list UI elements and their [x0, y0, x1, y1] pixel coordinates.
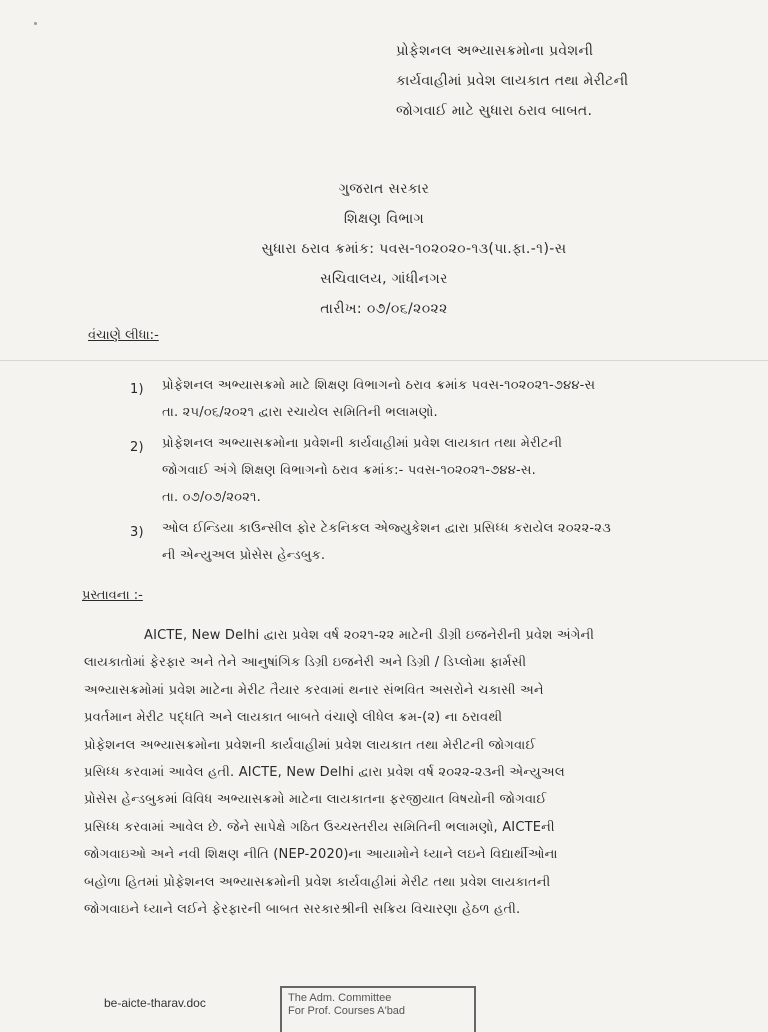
issue-date: તારીખ: ૦૭/૦૬/૨૦૨૨ [320, 301, 448, 317]
preamble-line: AICTE, New Delhi દ્વારા પ્રવેશ વર્ષ ૨૦૨૧-૨૨ માટેની ડીગ્રી ઇજનેરીની પ્રવેશ અંગેની [144, 628, 595, 643]
issuing-place: સચિવાલય, ગાંધીનગર [320, 271, 448, 287]
scan-fold-line [0, 360, 768, 361]
reference-item [130, 372, 750, 426]
preamble-paragraph [84, 622, 748, 923]
reference-item [130, 515, 750, 569]
reference-line: જોગવાઈ અંગે શિક્ષણ વિભાગનો ઠરાવ ક્રમાંક:- પવસ-૧૦૨૦૨૧-૭૪૪-સ. [162, 463, 536, 478]
committee-stamp [280, 986, 476, 1032]
reference-list [130, 372, 750, 573]
preamble-line: પ્રવર્તમાન મેરીટ પદ્ધતિ અને લાયકાત બાબતે વંચાણે લીધેલ ક્રમ-(૨) ના ઠરાવથી [84, 710, 503, 726]
subject-block [396, 36, 736, 126]
preamble-line: જોગવાઇને ધ્યાને લઈને ફેરફારની બાબત સરકારશ્રીની સક્રિય વિચારણા હેઠળ હતી. [84, 902, 521, 918]
reference-item [130, 430, 750, 511]
reference-line: ની એન્યુઅલ પ્રોસેસ હેન્ડબુક. [162, 548, 326, 563]
preamble-line: અભ્યાસક્રમોમાં પ્રવેશ માટેના મેરીટ તૈયાર કરવામાં થનાર સંભવિત અસરોને ચકાસી અને [84, 682, 544, 698]
reference-line: તા. ૦૭/૦૭/૨૦૨૧. [162, 490, 261, 505]
reference-number: 2) [130, 440, 144, 455]
read-references-heading: વંચાણે લીધા:- [88, 328, 159, 343]
preamble-line: બહોળા હિતમાં પ્રોફેશનલ અભ્યાસક્રમોની પ્રવેશ કાર્યવાહીમાં મેરીટ તથા પ્રવેશ લાયકાતની [84, 874, 551, 890]
resolution-number: સુધારા ઠરાવ ક્રમાંક: પવસ-૧૦૨૦૨૦-૧૩(પા.ફા.-૧)-સ [261, 241, 567, 257]
subject-line-2: કાર્યવાહીમાં પ્રવેશ લાયકાત તથા મેરીટની [396, 73, 629, 89]
government-name: ગુજરાત સરકાર [338, 181, 430, 197]
preamble-line: પ્રસિધ્ધ કરવામાં આવેલ છે. જેને સાપેક્ષે ગઠિત ઉચ્ચસ્તરીય સમિતિની ભલામણો, AICTEની [84, 819, 555, 835]
stamp-line: The Adm. Committee [288, 992, 392, 1004]
preamble-heading: પ્રસ્તાવના :- [82, 588, 143, 603]
department-name: શિક્ષણ વિભાગ [343, 211, 425, 227]
preamble-line: લાયકાતોમાં ફેરફાર અને તેને આનુષાંગિક ડિગ્રી ઇજનેરી અને ડિગ્રી / ડિપ્લોમા ફાર્મસી [84, 655, 527, 671]
subject-line-3: જોગવાઈ માટે સુધારા ઠરાવ બાબત. [396, 103, 593, 119]
reference-line: પ્રોફેશનલ અભ્યાસક્રમો માટે શિક્ષણ વિભાગનો ઠરાવ ક્રમાંક પવસ-૧૦૨૦૨૧-૭૪૪-સ [162, 378, 596, 393]
footer-filename: be-aicte-tharav.doc [104, 996, 206, 1010]
scan-speck [34, 22, 37, 25]
reference-number: 1) [130, 382, 144, 397]
preamble-line: જોગવાઇઓ અને નવી શિક્ષણ નીતિ (NEP-2020)ના આયામોને ધ્યાને લઇને વિદ્યાર્થીઓના [84, 847, 558, 863]
reference-line: તા. ૨૫/૦૬/૨૦૨૧ દ્વારા રચાયેલ સમિતિની ભલામણો. [162, 405, 438, 420]
reference-line: પ્રોફેશનલ અભ્યાસક્રમોના પ્રવેશની કાર્યવાહીમાં પ્રવેશ લાયકાત તથા મેરીટની [162, 436, 563, 451]
preamble-line: પ્રોફેશનલ અભ્યાસક્રમોના પ્રવેશની કાર્યવાહીમાં પ્રવેશ લાયકાત તથા મેરીટની જોગવાઈ [84, 737, 536, 753]
resolution-header [0, 174, 768, 324]
subject-line-1: પ્રોફેશનલ અભ્યાસક્રમોના પ્રવેશની [396, 43, 594, 59]
reference-number: 3) [130, 525, 144, 540]
preamble-line: પ્રસિધ્ધ કરવામાં આવેલ હતી. AICTE, New Delhi દ્વારા પ્રવેશ વર્ષ ૨૦૨૨-૨૩ની એન્યુઅલ [84, 765, 565, 781]
stamp-line: For Prof. Courses A'bad [288, 1005, 406, 1017]
preamble-line: પ્રોસેસ હેન્ડબુકમાં વિવિધ અભ્યાસક્રમો માટેના લાયકાતના ફરજીયાત વિષયોની જોગવાઈ [84, 792, 547, 808]
reference-line: ઓલ ઈન્ડિયા કાઉન્સીલ ફોર ટેકનિકલ એજ્યુકેશન દ્વારા પ્રસિધ્ધ કરાયેલ ૨૦૨૨-૨૩ [162, 521, 611, 536]
